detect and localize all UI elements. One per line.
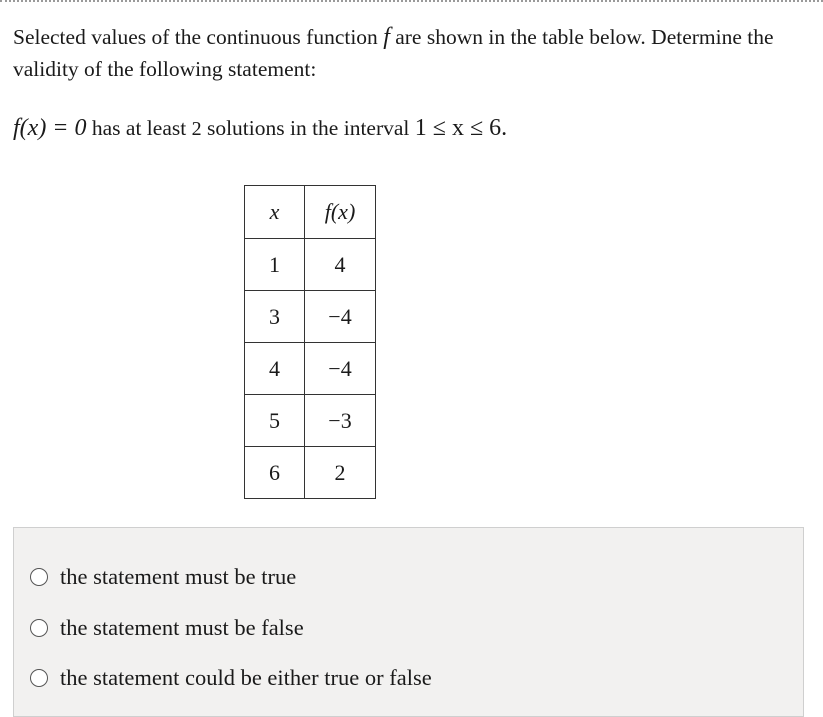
- statement-count: 2: [191, 118, 202, 140]
- choice-must-be-true[interactable]: [30, 560, 296, 594]
- values-table: [244, 185, 376, 499]
- cell-x: 6: [245, 447, 305, 499]
- cell-x: 5: [245, 395, 305, 447]
- choice-label[interactable]: the statement must be false: [60, 615, 304, 640]
- cell-fx: 2: [305, 447, 376, 499]
- answer-choices-panel: [13, 527, 804, 717]
- statement-rest: solutions in the interval: [201, 116, 415, 140]
- statement-equation: f(x) = 0: [13, 115, 87, 141]
- cell-fx: −4: [305, 291, 376, 343]
- question-statement: [13, 112, 813, 145]
- cell-x: 3: [245, 291, 305, 343]
- header-fx: f(x): [305, 186, 376, 239]
- cell-x: 1: [245, 239, 305, 291]
- radio-button[interactable]: [30, 568, 48, 586]
- prompt-text-1: Selected values of the continuous function: [13, 25, 384, 49]
- prompt-text-2: are shown in the table below. Determine the validity of the following statement:: [13, 25, 774, 81]
- table-row: [245, 343, 376, 395]
- table-row: [245, 239, 376, 291]
- table-row: [245, 291, 376, 343]
- choice-either[interactable]: [30, 661, 432, 695]
- function-symbol: f: [383, 24, 390, 50]
- table-header-row: [245, 186, 376, 239]
- cell-fx: 4: [305, 239, 376, 291]
- statement-interval: 1 ≤ x ≤ 6: [414, 115, 502, 141]
- top-divider: [0, 0, 823, 2]
- radio-button[interactable]: [30, 669, 48, 687]
- choice-label[interactable]: the statement could be either true or false: [60, 665, 432, 690]
- choice-must-be-false[interactable]: [30, 611, 304, 645]
- cell-x: 4: [245, 343, 305, 395]
- cell-fx: −3: [305, 395, 376, 447]
- statement-period: .: [501, 115, 508, 141]
- cell-fx: −4: [305, 343, 376, 395]
- header-x: x: [245, 186, 305, 239]
- statement-middle: has at least: [86, 116, 192, 140]
- table-row: [245, 447, 376, 499]
- table-row: [245, 395, 376, 447]
- choice-label[interactable]: the statement must be true: [60, 564, 297, 589]
- radio-button[interactable]: [30, 619, 48, 637]
- question-prompt: [13, 21, 813, 85]
